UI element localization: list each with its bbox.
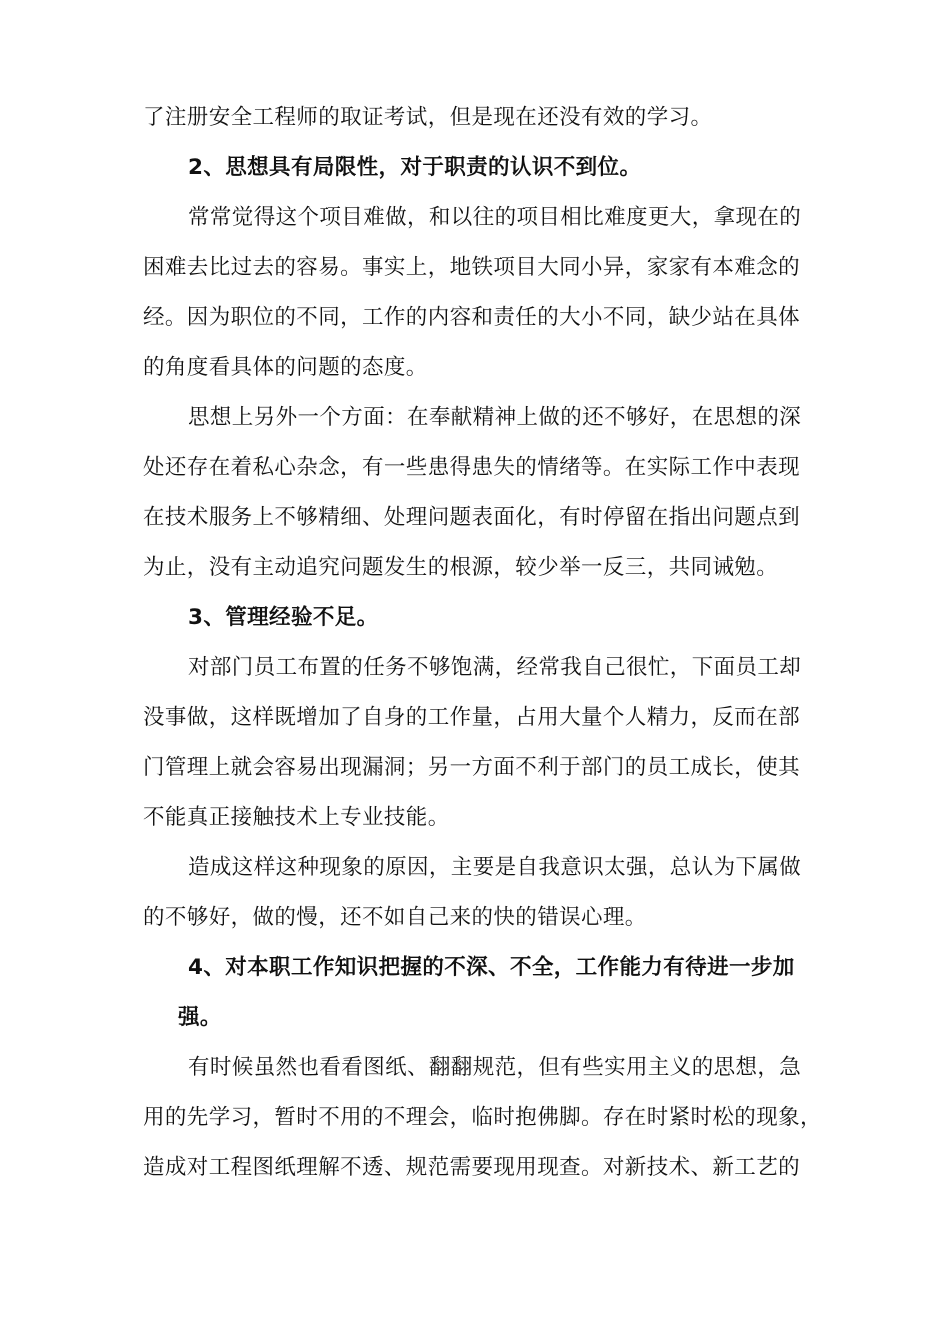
- section-heading-3: 3、管理经验不足。: [188, 605, 379, 630]
- paragraph-line: 了注册安全工程师的取证考试，但是现在还没有效的学习。: [143, 105, 713, 130]
- paragraph-line: 门管理上就会容易出现漏洞；另一方面不利于部门的员工成长，使其: [143, 755, 801, 780]
- paragraph-line: 为止，没有主动追究问题发生的根源，较少举一反三，共同诫勉。: [143, 555, 779, 580]
- paragraph-line: 处还存在着私心杂念，有一些患得患失的情绪等。在实际工作中表现: [143, 455, 801, 480]
- paragraph-line: 没事做，这样既增加了自身的工作量，占用大量个人精力，反而在部: [143, 705, 801, 730]
- paragraph-line: 常常觉得这个项目难做，和以往的项目相比难度更大，拿现在的: [188, 205, 802, 230]
- paragraph-line: 造成这样这种现象的原因，主要是自我意识太强，总认为下属做: [188, 855, 802, 880]
- paragraph-line: 对部门员工布置的任务不够饱满，经常我自己很忙，下面员工却: [188, 655, 802, 680]
- paragraph-line: 思想上另外一个方面：在奉献精神上做的还不够好，在思想的深: [188, 405, 802, 430]
- paragraph-line: 的不够好，做的慢，还不如自己来的快的错误心理。: [143, 905, 647, 930]
- paragraph-line: 造成对工程图纸理解不透、规范需要现用现查。对新技术、新工艺的: [143, 1155, 801, 1180]
- paragraph-line: 不能真正接触技术上专业技能。: [143, 805, 450, 830]
- section-heading-4: 4、对本职工作知识把握的不深、不全，工作能力有待进一步加: [188, 955, 795, 980]
- paragraph-line: 用的先学习，暂时不用的不理会，临时抱佛脚。存在时紧时松的现象，: [143, 1105, 822, 1130]
- paragraph-line: 的角度看具体的问题的态度。: [143, 355, 428, 380]
- paragraph-line: 困难去比过去的容易。事实上，地铁项目大同小异，家家有本难念的: [143, 255, 801, 280]
- section-heading-2: 2、思想具有局限性，对于职责的认识不到位。: [188, 155, 642, 180]
- section-heading-4-continued: 强。: [178, 1005, 222, 1030]
- paragraph-line: 在技术服务上不够精细、处理问题表面化，有时停留在指出问题点到: [143, 505, 801, 530]
- paragraph-line: 有时候虽然也看看图纸、翻翻规范，但有些实用主义的思想，急: [188, 1055, 802, 1080]
- paragraph-line: 经。因为职位的不同，工作的内容和责任的大小不同，缺少站在具体: [143, 305, 801, 330]
